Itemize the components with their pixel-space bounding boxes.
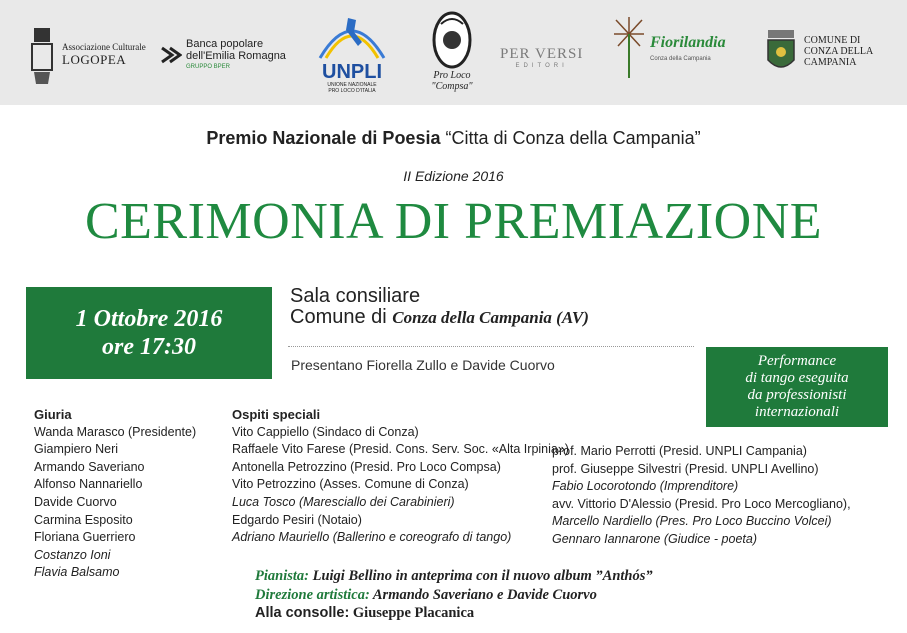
fiorilandia-sub: Conza della Campania [650,56,711,62]
unpli-name: UNPLI [322,61,382,83]
list-item: Edgardo Pesiri (Notaio) [232,512,362,527]
list-item: Vito Petrozzino (Asses. Comune di Conza) [232,477,469,492]
main-heading: CERIMONIA DI PREMIAZIONE [84,193,823,250]
logopea-name: LOGOPEA [62,52,127,67]
banca-logo [160,38,286,72]
fiorilandia-logo [612,16,726,80]
logopea-logo [28,20,146,90]
list-item: avv. Vittorio D'Alessio (Presid. Pro Loco Mercogliano), [552,496,851,511]
venue-prefix: Comune di [290,306,387,328]
list-item: prof. Mario Perrotti (Presid. UNPLI Campania) [552,444,807,458]
comune-line1: COMUNE DI [804,34,861,46]
performance-line: Performance [757,353,837,369]
list-item: Vito Cappiello (Sindaco di Conza) [232,424,419,439]
italy-map-icon [312,12,392,62]
premio-title-bold: Premio Nazionale di Poesia [206,128,441,148]
time-text: ore 17:30 [102,334,196,360]
list-item: Armando Saveriano [34,459,145,474]
banca-group-label: GRUPPO BPER [186,64,231,70]
list-item: prof. Giuseppe Silvestri (Presid. UNPLI Avellino) [552,461,819,476]
proloco-crest-icon [429,10,475,70]
premio-title [0,128,907,149]
perversi-name: PER VERSI [500,46,584,62]
sponsor-logo-bar [0,0,907,105]
edition-label: II Edizione 2016 [403,168,504,184]
list-item: Costanzo Ioni [34,547,111,562]
perversi-logo [500,46,583,69]
list-item: Raffaele Vito Farese (Presid. Cons. Serv. Soc. «Alta Irpinia») [232,442,569,457]
list-item: Wanda Marasco (Presidente) [34,424,197,439]
list-item: Carmina Esposito [34,512,133,527]
date-text: 1 Ottobre 2016 [75,306,223,332]
presenters-line: Presentano Fiorella Zullo e Davide Cuorvo [291,357,555,373]
direzione-value: Armando Saveriano e Davide Cuorvo [369,587,597,603]
performance-line: di tango eseguita [745,370,849,386]
direzione-label: Direzione artistica: [255,587,370,603]
logopea-subtitle: Associazione Culturale [62,42,146,52]
list-item: Alfonso Nannariello [34,477,143,492]
date-box [26,287,272,379]
pianista-line [255,568,653,585]
list-item: Adriano Mauriello (Ballerino e coreografo di tango) [232,530,512,545]
ospiti-list-col2 [552,443,851,549]
performance-box [706,347,888,427]
banca-name-line2: dell'Emilia Romagna [186,50,286,62]
proloco-line1: Pro Loco [433,70,471,81]
venue-line1: Sala consiliare [290,285,421,307]
proloco-line2: "Compsa" [431,81,473,92]
banca-chevron-icon [160,44,182,66]
venue [290,286,589,328]
comune-line3: CAMPANIA [804,56,857,68]
comune-line2: CONZA DELLA [804,45,874,57]
list-item: Luca Tosco (Maresciallo dei Carabinieri) [232,494,455,509]
proloco-compsa-logo [422,10,482,92]
direzione-line [255,587,597,604]
list-item: Davide Cuorvo [34,494,117,509]
venue-place: Conza della Campania (AV) [392,308,589,327]
consolle-value: Giuseppe Placanica [349,605,475,621]
list-item: Floriana Guerriero [34,530,136,545]
unpli-logo [312,12,392,94]
comune-crest-icon [764,26,798,76]
list-item: Marcello Nardiello (Pres. Pro Loco Buccino Volcei) [552,514,832,529]
pianista-value: Luigi Bellino in anteprima con il nuovo album ”Anthós” [308,568,653,584]
list-item: Antonella Petrozzino (Presid. Pro Loco Compsa) [232,459,501,474]
list-item: Flavia Balsamo [34,565,120,580]
performance-line: da professionisti [747,387,847,403]
comune-conza-logo [764,26,873,76]
list-item: Fabio Locorotondo (Imprenditore) [552,479,739,494]
perversi-sub: EDITORI [515,63,568,69]
consolle-line [255,605,474,622]
unpli-sub1: UNIONE NAZIONALE [327,82,377,88]
flower-icon [612,16,646,80]
pianista-label: Pianista: [255,568,309,584]
fiorilandia-name: Fiorilandia [650,34,726,51]
premio-title-rest: “Citta di Conza della Campania” [440,128,701,148]
banca-name-line1: Banca popolare [186,38,264,50]
giuria-list [34,406,196,582]
list-item: Gennaro Iannarone (Giudice - poeta) [552,531,757,546]
consolle-label: Alla consolle: [255,605,350,621]
unpli-sub2: PRO LOCO D'ITALIA [328,88,376,94]
list-item: Giampiero Neri [34,442,119,457]
venue-divider [288,346,694,347]
giuria-heading: Giuria [34,407,72,422]
performance-line: internazionali [754,404,840,420]
ospiti-list [232,406,569,547]
ospiti-heading: Ospiti speciali [232,407,321,422]
logopea-emblem-icon [28,22,56,88]
